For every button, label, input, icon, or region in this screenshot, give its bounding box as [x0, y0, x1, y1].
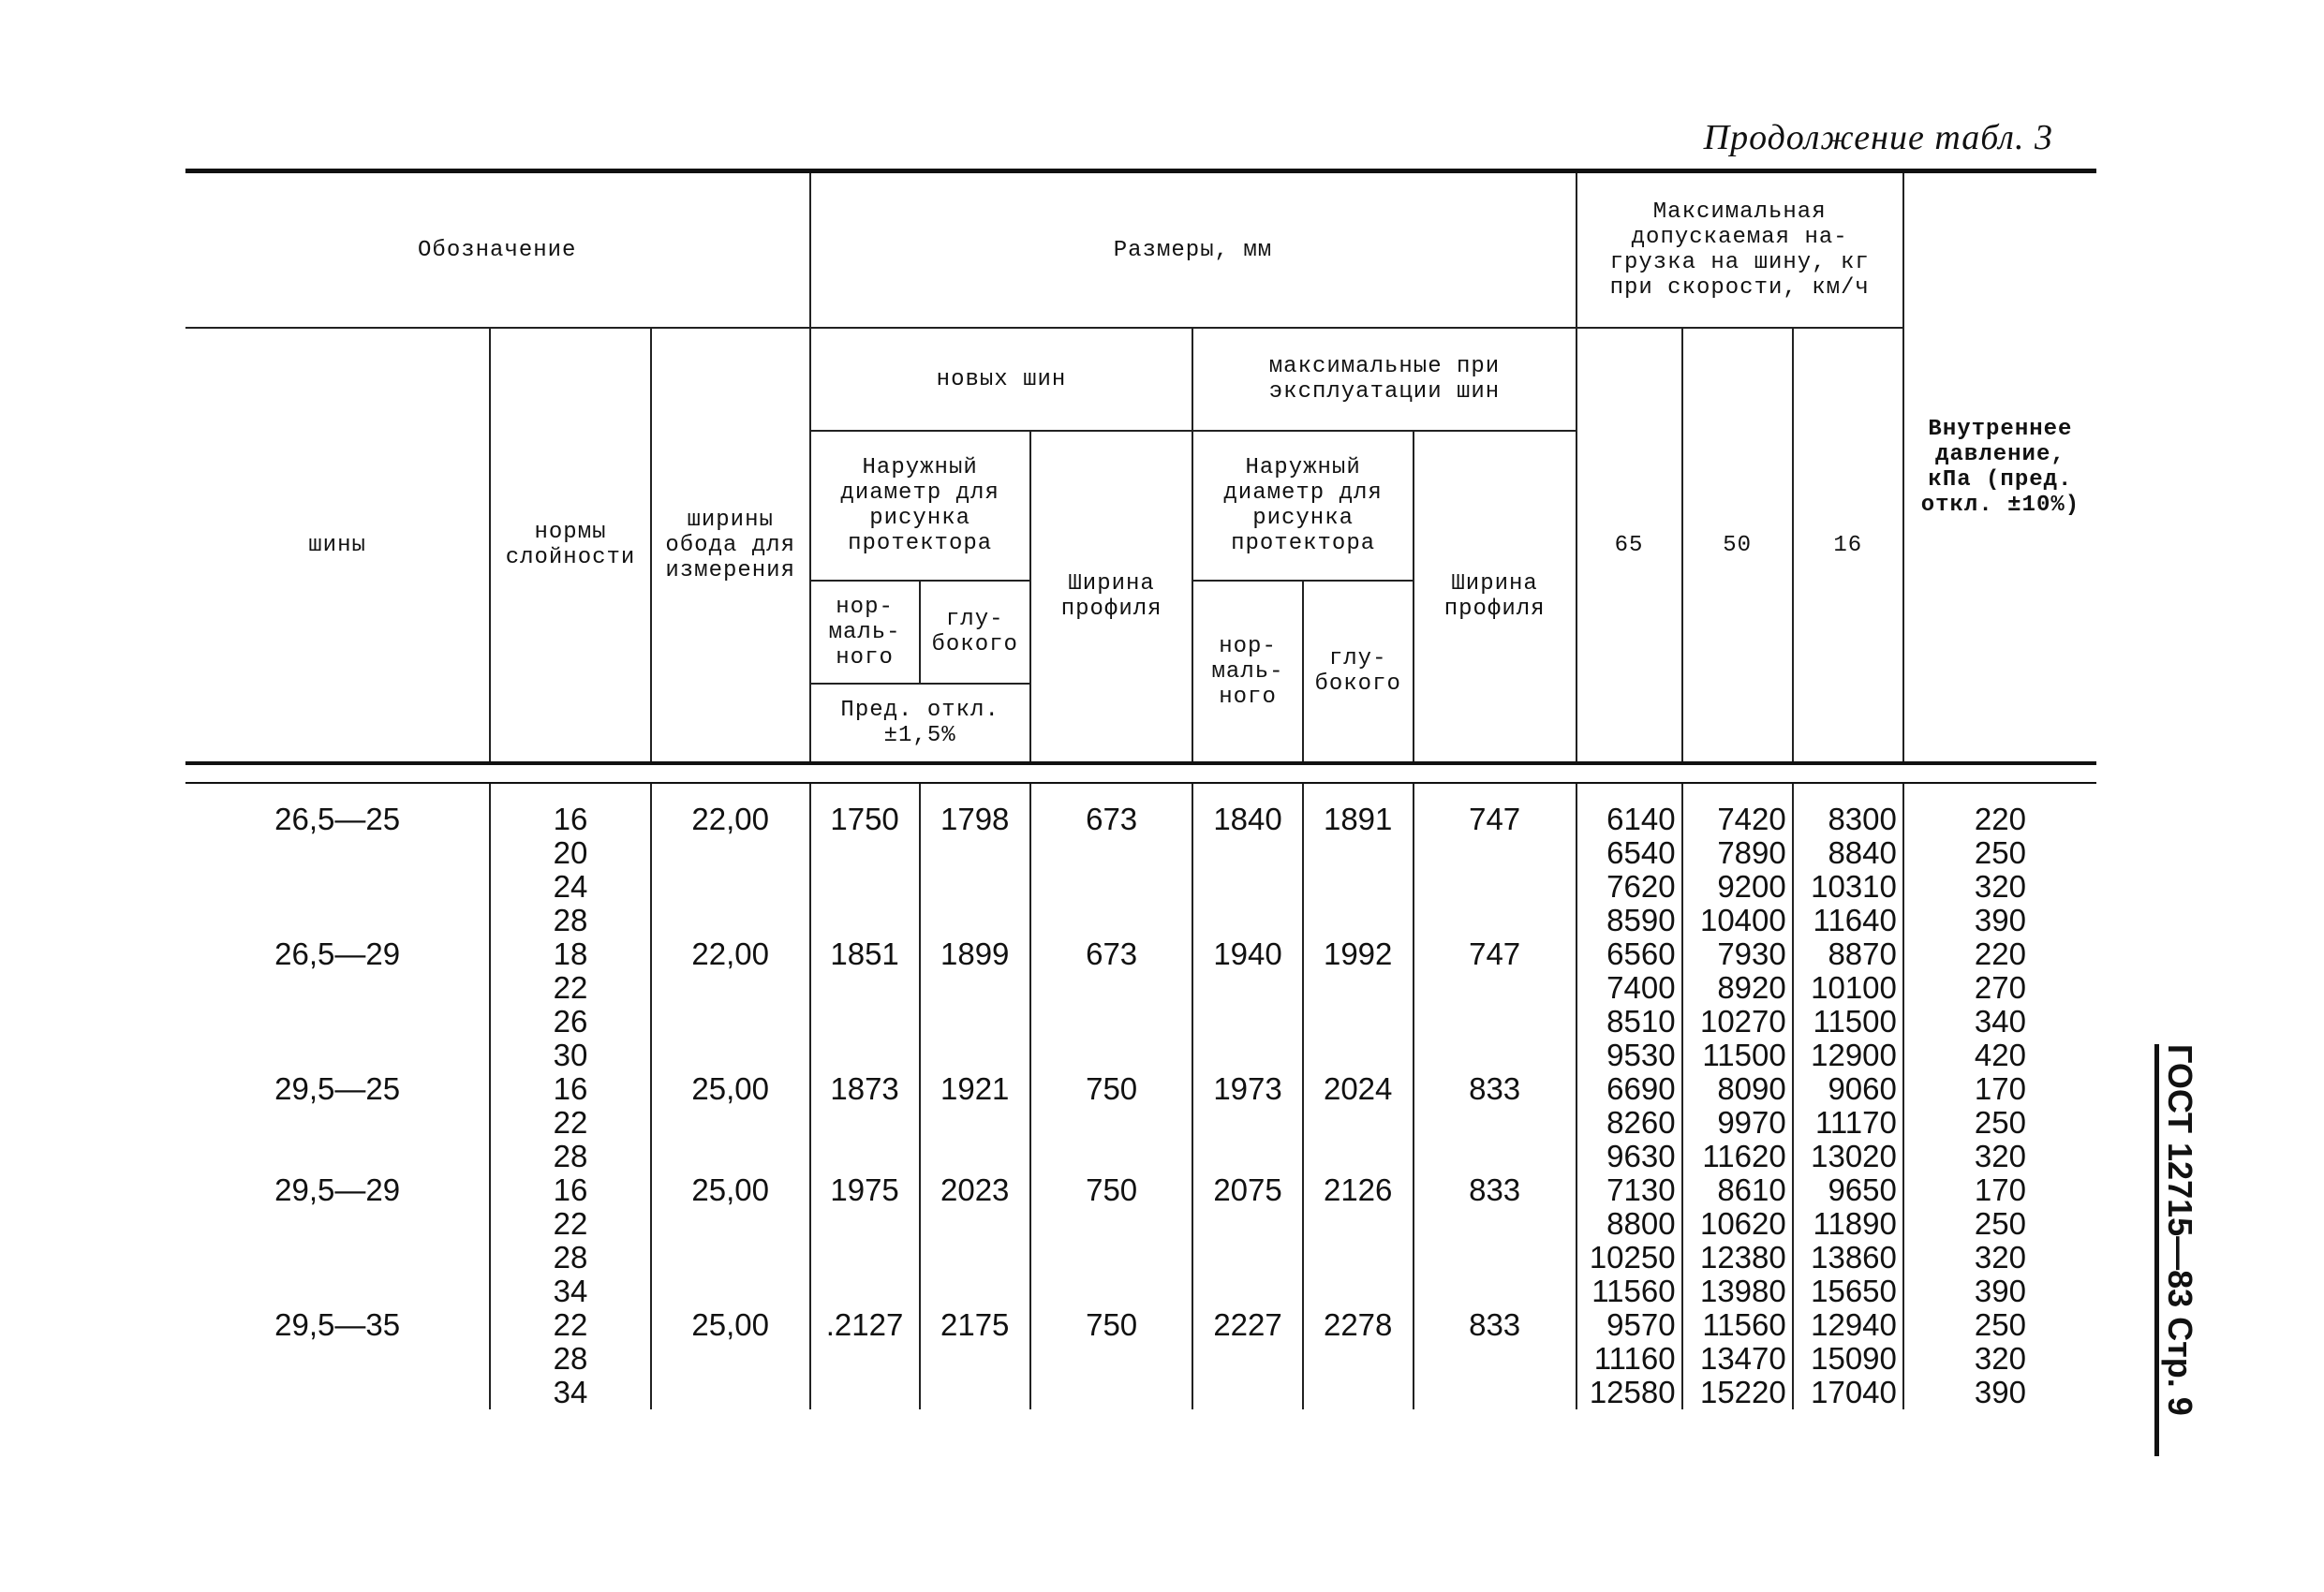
- table-cell: 1750: [830, 802, 899, 836]
- table-cell: 1992: [1323, 936, 1393, 971]
- table-cell: 28: [553, 1139, 588, 1173]
- table-cell: 8590: [1606, 903, 1676, 937]
- table-cell: 16: [553, 1071, 588, 1106]
- table-cell: 320: [1974, 1240, 2026, 1275]
- standard-page-reference: ГОСТ 12715—83 Стр. 9: [2161, 1044, 2199, 1416]
- header-speed-65: 65: [1576, 328, 1682, 763]
- table-cell: 9200: [1717, 869, 1786, 904]
- table-cell: 16: [553, 802, 588, 836]
- header-pressure: Внутреннее давление, кПа (пред. откл. ±10%): [1903, 173, 2096, 763]
- table-header: [185, 173, 2096, 763]
- table-cell: 26,5—29: [274, 936, 401, 971]
- table-cell: 750: [1086, 1172, 1138, 1207]
- header-new-profile-width: Ширина профиля: [1030, 431, 1193, 763]
- table-cell: 10620: [1699, 1206, 1786, 1241]
- header-max-tires: максимальные при эксплуатации шин: [1192, 328, 1576, 431]
- table-cell: 420: [1974, 1038, 2026, 1072]
- table-cell: 15220: [1699, 1375, 1786, 1409]
- table-cell: 320: [1974, 1341, 2026, 1376]
- table-cell: 12900: [1811, 1038, 1897, 1072]
- table-cell: 9630: [1606, 1139, 1676, 1173]
- table-cell: 8800: [1606, 1206, 1676, 1241]
- table-cell: 250: [1974, 1206, 2026, 1241]
- table-cell: 29,5—35: [274, 1307, 401, 1342]
- max-normal-diameter-list: [1193, 803, 1301, 1409]
- table-cell: 22: [553, 1206, 588, 1241]
- table-cell: 250: [1974, 1105, 2026, 1140]
- table-cell: 22,00: [691, 802, 769, 836]
- table-cell: .2127: [825, 1307, 904, 1342]
- header-speed-50: 50: [1682, 328, 1793, 763]
- table-cell: 13860: [1811, 1240, 1897, 1275]
- table-cell: 24: [553, 869, 588, 904]
- table-cell: 29,5—29: [274, 1172, 401, 1207]
- table-continuation-caption: Продолжение табл. 3: [1703, 118, 2053, 157]
- table-cell: 13980: [1699, 1274, 1786, 1308]
- table-cell: 7930: [1717, 936, 1786, 971]
- table-cell: 7890: [1717, 835, 1786, 870]
- table-cell: 13020: [1811, 1139, 1897, 1173]
- table-cell: 25,00: [691, 1307, 769, 1342]
- table-cell: 11160: [1593, 1341, 1676, 1376]
- table-cell: 750: [1086, 1071, 1138, 1106]
- table-cell: 8510: [1606, 1004, 1676, 1039]
- header-new-outer-diameter: Наружный диаметр для рисунка протектора: [810, 431, 1030, 581]
- table-cell: 9970: [1717, 1105, 1786, 1140]
- table-cell: 34: [553, 1274, 588, 1308]
- table-cell: 7130: [1606, 1172, 1676, 1207]
- table-body: [185, 783, 2096, 1409]
- table-cell: 6560: [1606, 936, 1676, 971]
- header-sizes: Размеры, мм: [810, 173, 1576, 328]
- ply-rating-list: [491, 803, 650, 1409]
- table-cell: 10270: [1699, 1004, 1786, 1039]
- table-cell: 8610: [1717, 1172, 1786, 1207]
- table-cell: 320: [1974, 869, 2026, 904]
- table-cell: 2175: [940, 1307, 1010, 1342]
- table-cell: 11500: [1813, 1004, 1897, 1039]
- table-cell: 8090: [1717, 1071, 1786, 1106]
- header-speed-16: 16: [1793, 328, 1903, 763]
- table-cell: 250: [1974, 1307, 2026, 1342]
- header-new-tires: новых шин: [810, 328, 1193, 431]
- table-cell: 390: [1974, 903, 2026, 937]
- pressure-list: [1904, 803, 2096, 1409]
- table-cell: 11890: [1813, 1206, 1897, 1241]
- table-cell: 1798: [940, 802, 1010, 836]
- header-rim: ширины обода для измерения: [651, 328, 810, 763]
- table-cell: 390: [1974, 1375, 2026, 1409]
- table-cell: 1851: [830, 936, 899, 971]
- table-cell: 1873: [830, 1071, 899, 1106]
- header-max-profile-width: Ширина профиля: [1414, 431, 1576, 763]
- table-cell: 2075: [1213, 1172, 1282, 1207]
- table-cell: 17040: [1811, 1375, 1897, 1409]
- header-max-outer-diameter: Наружный диаметр для рисунка протектора: [1192, 431, 1413, 581]
- table-cell: 28: [553, 1240, 588, 1275]
- table-cell: 8870: [1828, 936, 1897, 971]
- table-cell: 833: [1469, 1307, 1521, 1342]
- table-cell: 2278: [1323, 1307, 1393, 1342]
- table-cell: 7400: [1606, 970, 1676, 1005]
- table-cell: 30: [553, 1038, 588, 1072]
- table-cell: 28: [553, 903, 588, 937]
- table-cell: 10400: [1699, 903, 1786, 937]
- table-cell: 250: [1974, 835, 2026, 870]
- page-side-label: [2154, 1044, 2199, 1456]
- table-cell: 2126: [1323, 1172, 1393, 1207]
- header-new-normal: нор-маль-ного: [810, 581, 920, 684]
- table-cell: 28: [553, 1341, 588, 1376]
- table-cell: 170: [1974, 1071, 2026, 1106]
- table-cell: 22: [553, 1307, 588, 1342]
- table-cell: 11560: [1702, 1307, 1786, 1342]
- table-cell: 22: [553, 1105, 588, 1140]
- table-cell: 1840: [1213, 802, 1282, 836]
- new-profile-width-list: [1031, 803, 1192, 1409]
- table-cell: 9530: [1606, 1038, 1676, 1072]
- new-deep-diameter-list: [921, 803, 1029, 1409]
- header-ply: нормы слойности: [490, 328, 651, 763]
- load-16-list: [1794, 803, 1897, 1409]
- table-cell: 2024: [1323, 1071, 1393, 1106]
- table-cell: 10310: [1811, 869, 1897, 904]
- header-designation: Обозначение: [185, 173, 810, 328]
- table-cell: 340: [1974, 1004, 2026, 1039]
- table-cell: 6140: [1606, 802, 1676, 836]
- header-new-deep: глу-бокого: [920, 581, 1030, 684]
- table-cell: 8840: [1828, 835, 1897, 870]
- table-cell: 8260: [1606, 1105, 1676, 1140]
- table-cell: 673: [1086, 802, 1138, 836]
- table-cell: 25,00: [691, 1071, 769, 1106]
- table-cell: 833: [1469, 1071, 1521, 1106]
- table-cell: 747: [1469, 802, 1521, 836]
- load-50-list: [1683, 803, 1786, 1409]
- table-cell: 8300: [1828, 802, 1897, 836]
- rim-width-list: [652, 803, 809, 1409]
- table-cell: 9650: [1828, 1172, 1897, 1207]
- load-65-list: [1577, 803, 1676, 1409]
- table-cell: 170: [1974, 1172, 2026, 1207]
- table-cell: 10250: [1589, 1240, 1676, 1275]
- table-cell: 1921: [940, 1071, 1010, 1106]
- table-cell: 1973: [1213, 1071, 1282, 1106]
- table-cell: 6690: [1606, 1071, 1676, 1106]
- header-max-deep: глу-бокого: [1303, 581, 1414, 763]
- max-profile-width-list: [1414, 803, 1576, 1409]
- table-cell: 22,00: [691, 936, 769, 971]
- table-cell: 20: [553, 835, 588, 870]
- table-cell: 11620: [1702, 1139, 1786, 1173]
- table-cell: 750: [1086, 1307, 1138, 1342]
- max-deep-diameter-list: [1304, 803, 1413, 1409]
- table-cell: 673: [1086, 936, 1138, 971]
- table-cell: 9060: [1828, 1071, 1897, 1106]
- table-cell: 12380: [1699, 1240, 1786, 1275]
- new-normal-diameter-list: [811, 803, 919, 1409]
- table-cell: 2227: [1213, 1307, 1282, 1342]
- table-cell: 15650: [1811, 1274, 1897, 1308]
- table-cell: 7420: [1717, 802, 1786, 836]
- side-rule: [2154, 1044, 2159, 1456]
- table-cell: 12940: [1811, 1307, 1897, 1342]
- table-cell: 13470: [1699, 1341, 1786, 1376]
- table-cell: 220: [1974, 936, 2026, 971]
- table-cell: 1891: [1323, 802, 1393, 836]
- table-cell: 22: [553, 970, 588, 1005]
- table-cell: 2023: [940, 1172, 1010, 1207]
- table-cell: 18: [553, 936, 588, 971]
- table-cell: 26,5—25: [274, 802, 401, 836]
- header-max-normal: нор-маль-ного: [1192, 581, 1302, 763]
- table-cell: 833: [1469, 1172, 1521, 1207]
- table-cell: 11640: [1813, 903, 1897, 937]
- table-cell: 1899: [940, 936, 1010, 971]
- table-cell: 11170: [1815, 1105, 1897, 1140]
- table-cell: 6540: [1606, 835, 1676, 870]
- header-tire: шины: [185, 328, 490, 763]
- table-cell: 1940: [1213, 936, 1282, 971]
- table-cell: 12580: [1589, 1375, 1676, 1409]
- table-cell: 320: [1974, 1139, 2026, 1173]
- header-max-load: Максимальная допускаемая на-грузка на шину, кг при скорости, км/ч: [1576, 173, 1903, 328]
- table-cell: 29,5—25: [274, 1071, 401, 1106]
- table-cell: 25,00: [691, 1172, 769, 1207]
- table-cell: 747: [1469, 936, 1521, 971]
- table-cell: 34: [553, 1375, 588, 1409]
- tire-designation-list: [185, 803, 489, 1409]
- table-cell: 390: [1974, 1274, 2026, 1308]
- tire-spec-table: [185, 173, 2096, 1409]
- table-cell: 15090: [1811, 1341, 1897, 1376]
- table-cell: 10100: [1811, 970, 1897, 1005]
- header-body-separator: [185, 763, 2096, 783]
- table-cell: 7620: [1606, 869, 1676, 904]
- table-cell: 11560: [1591, 1274, 1676, 1308]
- header-tolerance: Пред. откл. ±1,5%: [810, 684, 1030, 763]
- table-cell: 1975: [830, 1172, 899, 1207]
- table-cell: 11500: [1702, 1038, 1786, 1072]
- table-cell: 220: [1974, 802, 2026, 836]
- table-cell: 16: [553, 1172, 588, 1207]
- table-cell: 9570: [1606, 1307, 1676, 1342]
- table-cell: 270: [1974, 970, 2026, 1005]
- table-cell: 26: [553, 1004, 588, 1039]
- table-cell: 8920: [1717, 970, 1786, 1005]
